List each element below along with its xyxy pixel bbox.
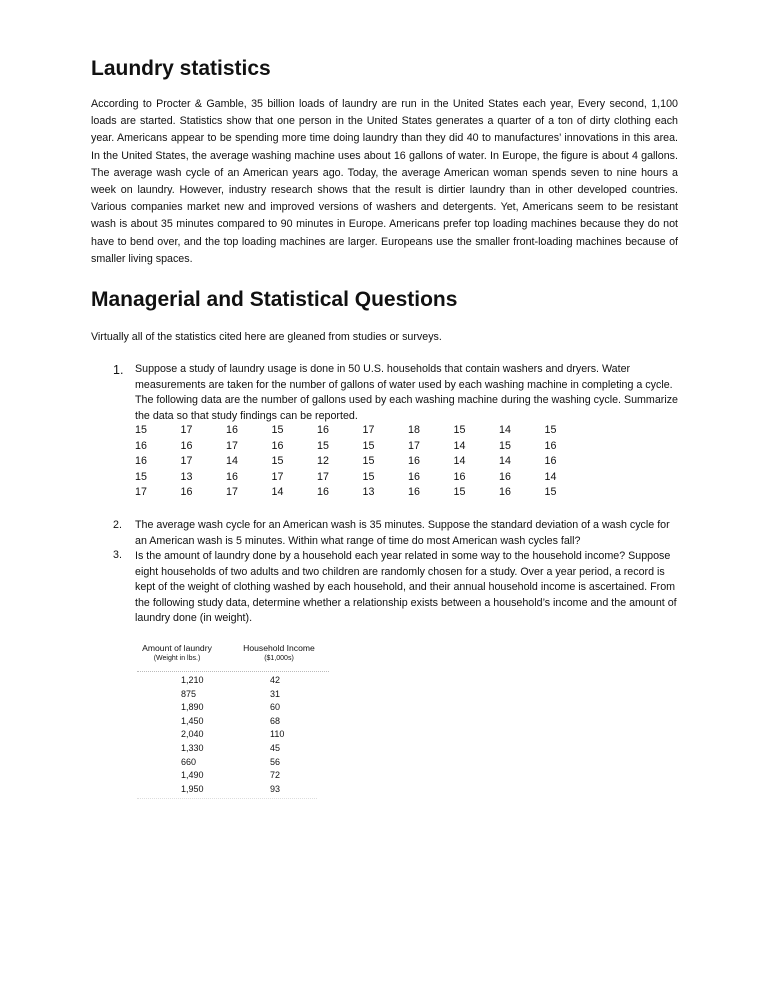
grid-cell: 14: [499, 455, 511, 468]
grid-cell: 18: [408, 424, 420, 436]
grid-cell: 16: [408, 455, 420, 468]
question-2-number: 2.: [113, 519, 122, 531]
grid-cell: 15: [453, 486, 466, 499]
grid-cell: 15: [544, 424, 557, 436]
household-income-cell: 42: [270, 675, 281, 685]
intro-paragraph: According to Procter & Gamble, 35 billion loads of laundry are run in the United States each year, Every second, 1,100 loads are started. Statistics show that one person in the United States generates a quarter of a ton of dirty clothing each year. Americans appear to be spending more time doing laundry than they did 40 to manufactures’ innovations in this area. In the United States, the average washing machine uses about 16 gallons of water. In Europe, the figure is about 4 gallons. The average wash cycle of an American years ago. Today, the average American woman spends seven to nine hours a week on laundry. However, industry research shows that the result is dirtier laundry than in other developed countries. Various companies market new and improved versions of washers and detergents. Yet, Americans seem to be resistant wash is about 35 minutes compared to 90 minutes in Europe. Americans prefer top loading machines because they do not have to bend over, and the top loading machines are larger. Europeans use the smaller front-loading machines because of smaller living spaces.: [91, 98, 678, 265]
grid-cell: 15: [453, 424, 466, 436]
grid-cell: 17: [362, 424, 375, 436]
grid-cell: 13: [180, 470, 193, 483]
water-usage-data-grid: [135, 424, 590, 502]
grid-cell: 15: [317, 439, 329, 452]
question-2-text: The average wash cycle for an American wash is 35 minutes. Suppose the standard deviation of a wash cycle for an American wash is 5 minutes. Within what range of time do most American wash cycles fall?: [135, 519, 670, 547]
grid-cell: 16: [226, 424, 238, 436]
grid-cell: 16: [271, 439, 284, 452]
grid-cell: 16: [317, 424, 329, 436]
grid-cell: 17: [226, 486, 238, 499]
table-row: [135, 440, 590, 456]
grid-cell: 16: [180, 486, 193, 499]
grid-cell: 16: [544, 439, 557, 452]
table-row: [135, 471, 590, 487]
household-income-cell: 68: [270, 715, 281, 726]
question-1-number: 1.: [113, 363, 124, 377]
grid-cell: 16: [226, 470, 238, 483]
grid-cell: 15: [362, 455, 375, 468]
grid-cell: 14: [226, 455, 238, 468]
grid-cell: 17: [135, 486, 147, 499]
section-title-laundry-statistics: Laundry statistics: [91, 57, 271, 80]
column-header-income: Household Income ($1,000s): [243, 643, 315, 662]
grid-cell: 17: [180, 455, 193, 468]
grid-cell: 16: [544, 455, 557, 468]
grid-cell: 17: [180, 424, 193, 436]
grid-cell: 17: [226, 439, 238, 452]
grid-cell: 15: [362, 439, 375, 452]
grid-cell: 14: [453, 439, 466, 452]
table-row: [135, 424, 590, 440]
household-income-cell: 110: [270, 729, 285, 740]
grid-cell: 16: [135, 439, 147, 452]
laundry-weight-cell: 1,330: [181, 742, 204, 753]
grid-cell: 16: [453, 470, 466, 483]
grid-cell: 13: [362, 486, 375, 499]
household-income-cell: 31: [270, 688, 281, 699]
laundry-weight-cell: 1,490: [181, 770, 204, 781]
grid-cell: 14: [271, 486, 284, 499]
header-divider: [137, 671, 329, 672]
household-income-cell: 93: [270, 783, 281, 794]
footer-divider: [137, 798, 317, 799]
grid-cell: 14: [499, 424, 511, 436]
grid-cell: 16: [408, 486, 420, 499]
grid-cell: 16: [180, 439, 193, 452]
grid-cell: 16: [499, 470, 511, 483]
grid-cell: 16: [408, 470, 420, 483]
question-1-text: Suppose a study of laundry usage is done in 50 U.S. households that contain washers and dryers. Water measurements are taken for the number of gallons of water used by each washing machine in completing a cycle. The following data are the number of gallons used by each washing machine during the washing cycle. Summarize the data so that study findings can be reported.: [135, 363, 678, 422]
column-header-laundry: Amount of laundry (Weight in lbs.): [142, 643, 212, 662]
laundry-weight-cell: 2,040: [181, 729, 204, 740]
grid-cell: 15: [362, 470, 375, 483]
grid-cell: 16: [135, 455, 147, 468]
laundry-weight-cell: 1,450: [181, 715, 204, 726]
grid-cell: 15: [544, 486, 557, 499]
grid-cell: 17: [317, 470, 329, 483]
grid-cell: 14: [544, 470, 557, 483]
laundry-weight-cell: 1,950: [181, 783, 204, 794]
laundry-weight-cell: 660: [181, 756, 197, 767]
household-income-cell: 56: [270, 756, 281, 767]
survey-note: Virtually all of the statistics cited here are gleaned from studies or surveys.: [91, 331, 442, 343]
grid-cell: 14: [453, 455, 466, 468]
grid-cell: 16: [317, 486, 329, 499]
household-income-cell: 72: [270, 770, 281, 781]
grid-cell: 17: [271, 470, 284, 483]
laundry-weight-cell: 875: [181, 688, 197, 699]
grid-cell: 15: [271, 455, 284, 468]
grid-cell: 15: [135, 470, 147, 483]
question-3-text: Is the amount of laundry done by a household each year related in some way to the household income? Suppose eight households of two adults and two children are randomly chosen for a study. Over a year period, a record is kept of the weight of clothing washed by each household, and their annual household income is ascertained. From the following study data, determine whether a relationship exists between a household’s income and the amount of laundry done (in weight).: [135, 550, 677, 625]
grid-cell: 17: [408, 439, 420, 452]
household-income-cell: 60: [270, 702, 281, 713]
section-title-questions: Managerial and Statistical Questions: [91, 288, 458, 311]
household-income-cell: 45: [270, 742, 281, 753]
table-row: [135, 486, 590, 502]
grid-cell: 15: [271, 424, 284, 436]
grid-cell: 16: [499, 486, 511, 499]
question-3-number: 3.: [113, 549, 122, 561]
grid-cell: 15: [135, 424, 147, 436]
laundry-weight-cell: 1,210: [181, 675, 204, 685]
grid-cell: 12: [317, 455, 329, 468]
table-row: [135, 455, 590, 471]
grid-cell: 15: [499, 439, 511, 452]
laundry-weight-cell: 1,890: [181, 702, 204, 713]
